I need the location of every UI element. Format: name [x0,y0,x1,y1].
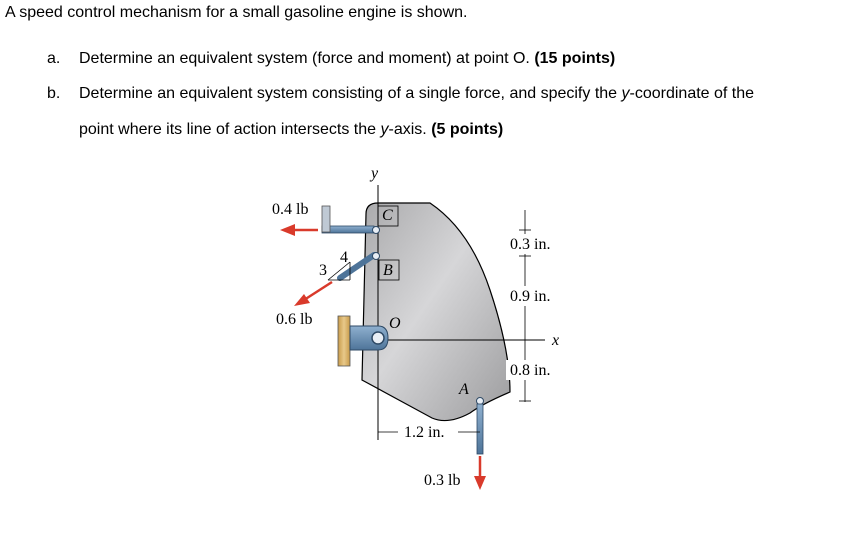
dim-horizontal-label: 1.2 in. [404,424,445,441]
point-c-label: C [382,207,393,224]
part-b-text-before: Determine an equivalent system consisting of a single force, and specify the [79,85,622,102]
force-b-label: 0.6 lb [276,311,313,328]
part-b-line2-italic: y [380,121,389,138]
pin-b [373,253,380,260]
part-b-italic-var: y [621,85,630,102]
force-a-label: 0.3 lb [424,472,461,489]
part-a-marker: a. [47,50,61,67]
part-a-text: Determine an equivalent system (force and moment) at point O. [79,50,530,67]
axis-y-label: y [371,165,379,182]
slope-rise-label: 4 [340,249,348,266]
part-b-marker: b. [47,85,61,102]
part-a-points: (15 points) [534,50,616,67]
axis-x-label: x [552,332,560,349]
rod-a [477,404,483,454]
point-b-label: B [383,262,393,279]
force-c-label: 0.4 lb [272,201,309,218]
problem-intro: A speed control mechanism for a small gasoline engine is shown. [5,4,468,21]
force-a-arrowhead [474,476,486,490]
rod-c-upper [322,206,330,232]
slope-run-label: 3 [319,262,327,279]
force-b-line [304,282,332,300]
force-b-arrowhead [294,294,310,306]
part-b-points: (5 points) [431,121,504,138]
force-c-arrowhead [280,224,295,236]
control-plate [362,203,510,421]
pin-c [373,227,380,234]
part-b-text-after: -coordinate of the [629,85,755,102]
point-a-label: A [459,381,469,398]
part-b-line2-before: point where its line of action intersects the [79,121,381,138]
dim-bottom-label: 0.8 in. [510,362,551,379]
dim-top-label: 0.3 in. [510,236,551,253]
pivot-o [372,332,384,344]
dim-mid-label: 0.9 in. [510,288,551,305]
pin-a [477,398,484,405]
mount-block [338,316,350,366]
part-b-line2-after: -axis. [388,121,427,138]
point-o-label: O [389,315,401,332]
